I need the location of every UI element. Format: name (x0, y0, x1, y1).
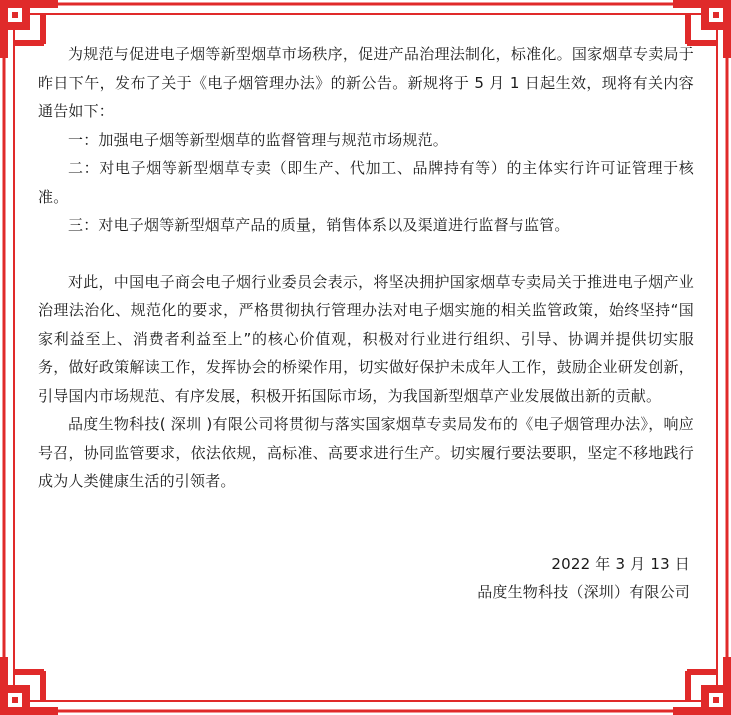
list-item-3: 三：对电子烟等新型烟草产品的质量，销售体系以及渠道进行监督与监管。 (68, 216, 570, 234)
notice-body (38, 40, 694, 607)
spacer (38, 496, 694, 524)
document-date: 2022 年 3 月 13 日 (551, 554, 690, 573)
intro-paragraph: 为规范与促进电子烟等新型烟草市场秩序，促进产品治理法制化，标准化。国家烟草专卖局于昨日下午，发布了关于《电子烟管理办法》的新公告。新规将于 5 月 1 日起生效，现将有关内容通告如下： (38, 45, 694, 120)
company-statement-paragraph: 品度生物科技( 深圳 )有限公司将贯彻与落实国家烟草专卖局发布的《电子烟管理办法》，响应号召，协同监管要求，依法依规，高标准、高要求进行生产。切实履行要法要职，坚定不移地践行成为人类健康生活的引领者。 (38, 415, 694, 490)
list-item-1: 一：加强电子烟等新型烟草的监督管理与规范市场规范。 (68, 130, 449, 149)
spacer (38, 240, 694, 268)
association-statement-paragraph: 对此，中国电子商会电子烟行业委员会表示，将坚决拥护国家烟草专卖局关于推进电子烟产业治理法治化、规范化的要求，严格贯彻执行管理办法对电子烟实施的相关监管政策，始终坚持“国家利益至上、消费者利益至上”的核心价值观，积极对行业进行组织、引导、协调并提供切实服务，做好政策解读工作，发挥协会的桥梁作用，切实做好保护未成年人工作，鼓励企业研发创新，引导国内市场规范、有序发展，积极开拓国际市场，为我国新型烟草产业发展做出新的贡献。 (38, 272, 694, 405)
company-signature: 品度生物科技（深圳）有限公司 (477, 583, 690, 601)
spacer (38, 524, 694, 550)
list-item-2: 二：对电子烟等新型烟草专卖（即生产、代加工、品牌持有等）的主体实行许可证管理于核准。 (38, 159, 694, 206)
